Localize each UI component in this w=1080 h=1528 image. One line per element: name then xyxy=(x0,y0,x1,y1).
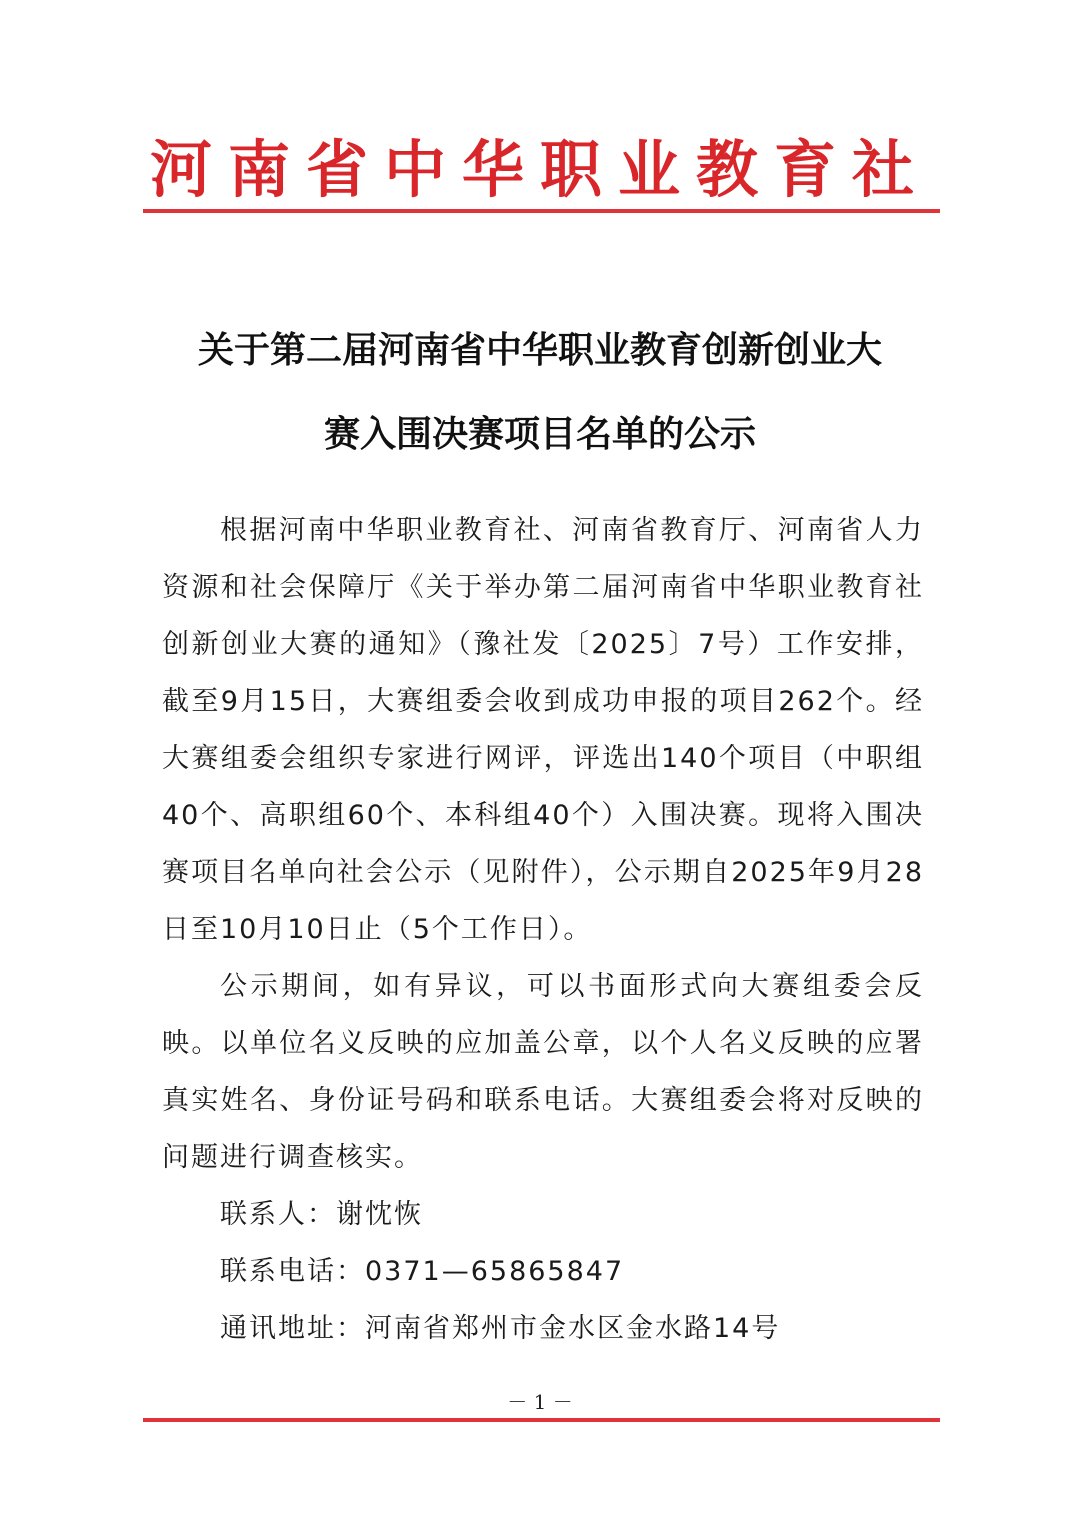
contact-person: 联系人：谢忱恢 xyxy=(220,1199,423,1230)
document-title-line-2: 赛入围决赛项目名单的公示 xyxy=(323,413,756,455)
organization-masthead: 河南省中华职业教育社 xyxy=(149,133,930,206)
document-title-line-1: 关于第二届河南省中华职业教育创新创业大 xyxy=(197,329,882,371)
footer-red-rule xyxy=(143,1418,940,1422)
contact-phone: 联系电话：0371—65865847 xyxy=(220,1256,625,1287)
contact-address: 通讯地址：河南省郑州市金水区金水路14号 xyxy=(220,1313,781,1344)
header-red-rule xyxy=(143,209,940,213)
body-paragraph-2: 公示期间，如有异议，可以书面形式向大赛组委会反映。以单位名义反映的应加盖公章，以个人名义反映的应署真实姓名、身份证号码和联系电话。大赛组委会将对反映的问题进行调查核实。 xyxy=(162,971,924,1173)
page-number: － 1 － xyxy=(507,1390,573,1414)
document-body xyxy=(162,502,924,1357)
body-paragraph-1: 根据河南中华职业教育社、河南省教育厅、河南省人力资源和社会保障厅《关于举办第二届河南省中华职业教育社创新创业大赛的通知》（豫社发〔2025〕7号）工作安排，截至9月15日，大赛组委会收到成功申报的项目262个。经大赛组委会组织专家进行网评，评选出140个项目（中职组40个、高职组60个、本科组40个）入围决赛。现将入围决赛项目名单向社会公示（见附件），公示期自2025年9月28日至10月10日止（5个工作日）。 xyxy=(162,515,924,945)
